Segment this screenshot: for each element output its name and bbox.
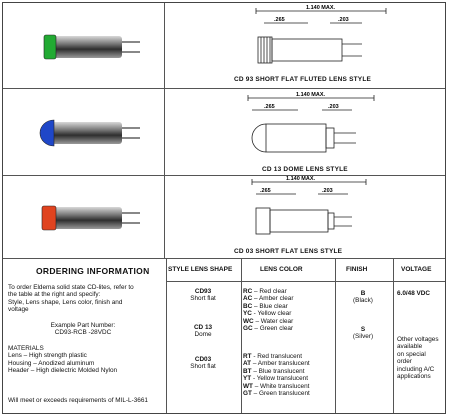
- voltage-note-line: available: [397, 343, 423, 351]
- color-item: WT – White translucent: [243, 382, 310, 390]
- cd13-photo: [6, 92, 156, 172]
- table-col-divider-2: [241, 258, 242, 413]
- lens: [44, 35, 56, 59]
- dim-a: .265: [260, 188, 271, 194]
- housing: [52, 207, 122, 229]
- colors-translucent-list: [243, 353, 335, 397]
- header-finish: FINISH: [346, 266, 368, 273]
- intro-line: voltage: [8, 306, 29, 314]
- finish-code: S: [360, 326, 366, 333]
- table-col-divider-4: [393, 258, 394, 413]
- dim-overall: 1.140 MAX.: [286, 176, 316, 182]
- row-divider-1: [3, 88, 445, 89]
- finish-name: (Silver): [352, 333, 374, 341]
- header-color: LENS COLOR: [260, 266, 303, 273]
- dim-overall: 1.140 MAX.: [306, 5, 336, 11]
- style-cd93: [166, 288, 240, 303]
- material-line: Lens – High strength plastic: [8, 352, 87, 360]
- color-item: BC – Blue clear: [243, 302, 288, 310]
- intro-line: the table at the right and specify:: [8, 291, 101, 299]
- voltage-note-line: order: [397, 358, 412, 366]
- voltage-note-line: Other voltages: [397, 336, 439, 343]
- colors-clear-list: [243, 288, 333, 332]
- cd93-drawing: [166, 3, 446, 87]
- finish-silver: [334, 326, 392, 341]
- ordering-title: ORDERING INFORMATION: [36, 266, 150, 276]
- housing: [52, 122, 122, 144]
- voltage-note-line: applications: [397, 373, 431, 381]
- example-label: Example Part Number:: [50, 322, 116, 329]
- finish-name: (Black): [353, 297, 373, 305]
- finish-black: [334, 290, 392, 305]
- intro-line: To order Eldema solid state CD-lites, refer to: [8, 284, 134, 291]
- style-shape: Short flat: [190, 295, 216, 303]
- housing: [52, 36, 122, 58]
- header-voltage: VOLTAGE: [401, 266, 432, 273]
- material-line: Header – High dielectric Molded Nylon: [8, 367, 118, 375]
- voltage-main: 6.0/48 VDC: [397, 290, 431, 297]
- lens: [42, 206, 56, 230]
- dim-overall: 1.140 MAX.: [296, 92, 326, 98]
- color-item: AT – Amber translucent: [243, 360, 310, 368]
- materials-title: MATERIALS: [8, 345, 44, 352]
- cd93-caption: CD 93 SHORT FLAT FLUTED LENS STYLE: [234, 76, 372, 83]
- voltage-note-line: on special: [397, 350, 426, 358]
- cd93-photo: [6, 6, 156, 86]
- color-item: RT - Red translucent: [243, 353, 302, 360]
- voltage-note-line: including A/C: [397, 365, 435, 373]
- cd03-caption: CD 03 SHORT FLAT LENS STYLE: [234, 248, 343, 255]
- cd03-drawing: [166, 174, 446, 258]
- color-item: AC – Amber clear: [243, 295, 294, 303]
- color-item: RC – Red clear: [243, 288, 287, 295]
- mil-spec-footer: Will meet or exceeds requirements of MIL-L-3661: [8, 397, 148, 404]
- row-divider-3: [3, 258, 445, 259]
- color-item: YT - Yellow translucent: [243, 375, 309, 383]
- photo-drawing-divider: [164, 3, 165, 258]
- finish-code: B: [360, 290, 366, 297]
- style-cd03: [166, 356, 240, 371]
- color-item: BT – Blue translucent: [243, 367, 305, 375]
- dim-a: .265: [264, 104, 275, 110]
- dim-b: .203: [322, 188, 333, 194]
- header-style: STYLE LENS SHAPE: [168, 266, 233, 273]
- material-line: Housing – Anodized aluminum: [8, 359, 95, 367]
- color-item: GC – Green clear: [243, 325, 294, 333]
- style-shape: Dome: [194, 331, 212, 339]
- cd03-photo: [6, 177, 156, 257]
- lens: [40, 120, 54, 146]
- dim-b: .203: [338, 17, 349, 23]
- intro-line: Style, Lens shape, Lens color, finish and: [8, 298, 123, 306]
- style-code: CD93: [194, 288, 212, 295]
- color-item: YC - Yellow clear: [243, 310, 292, 318]
- dim-a: .265: [274, 17, 285, 23]
- color-item: GT – Green translucent: [243, 390, 310, 398]
- style-shape: Short flat: [190, 363, 216, 371]
- style-cd13: [166, 324, 240, 339]
- cd13-drawing: [166, 90, 446, 174]
- ordering-intro: [8, 284, 164, 314]
- materials: [8, 345, 117, 375]
- table-header-divider: [166, 281, 445, 282]
- style-code: CD 13: [193, 324, 213, 331]
- style-code: CD03: [194, 356, 212, 363]
- example-value: CD93-RCB -28VDC: [54, 329, 112, 337]
- dim-b: .203: [328, 104, 339, 110]
- voltage-note: [397, 336, 447, 380]
- cd13-caption: CD 13 DOME LENS STYLE: [262, 166, 348, 173]
- color-item: WC – Water clear: [243, 317, 294, 325]
- example-part: [8, 322, 158, 337]
